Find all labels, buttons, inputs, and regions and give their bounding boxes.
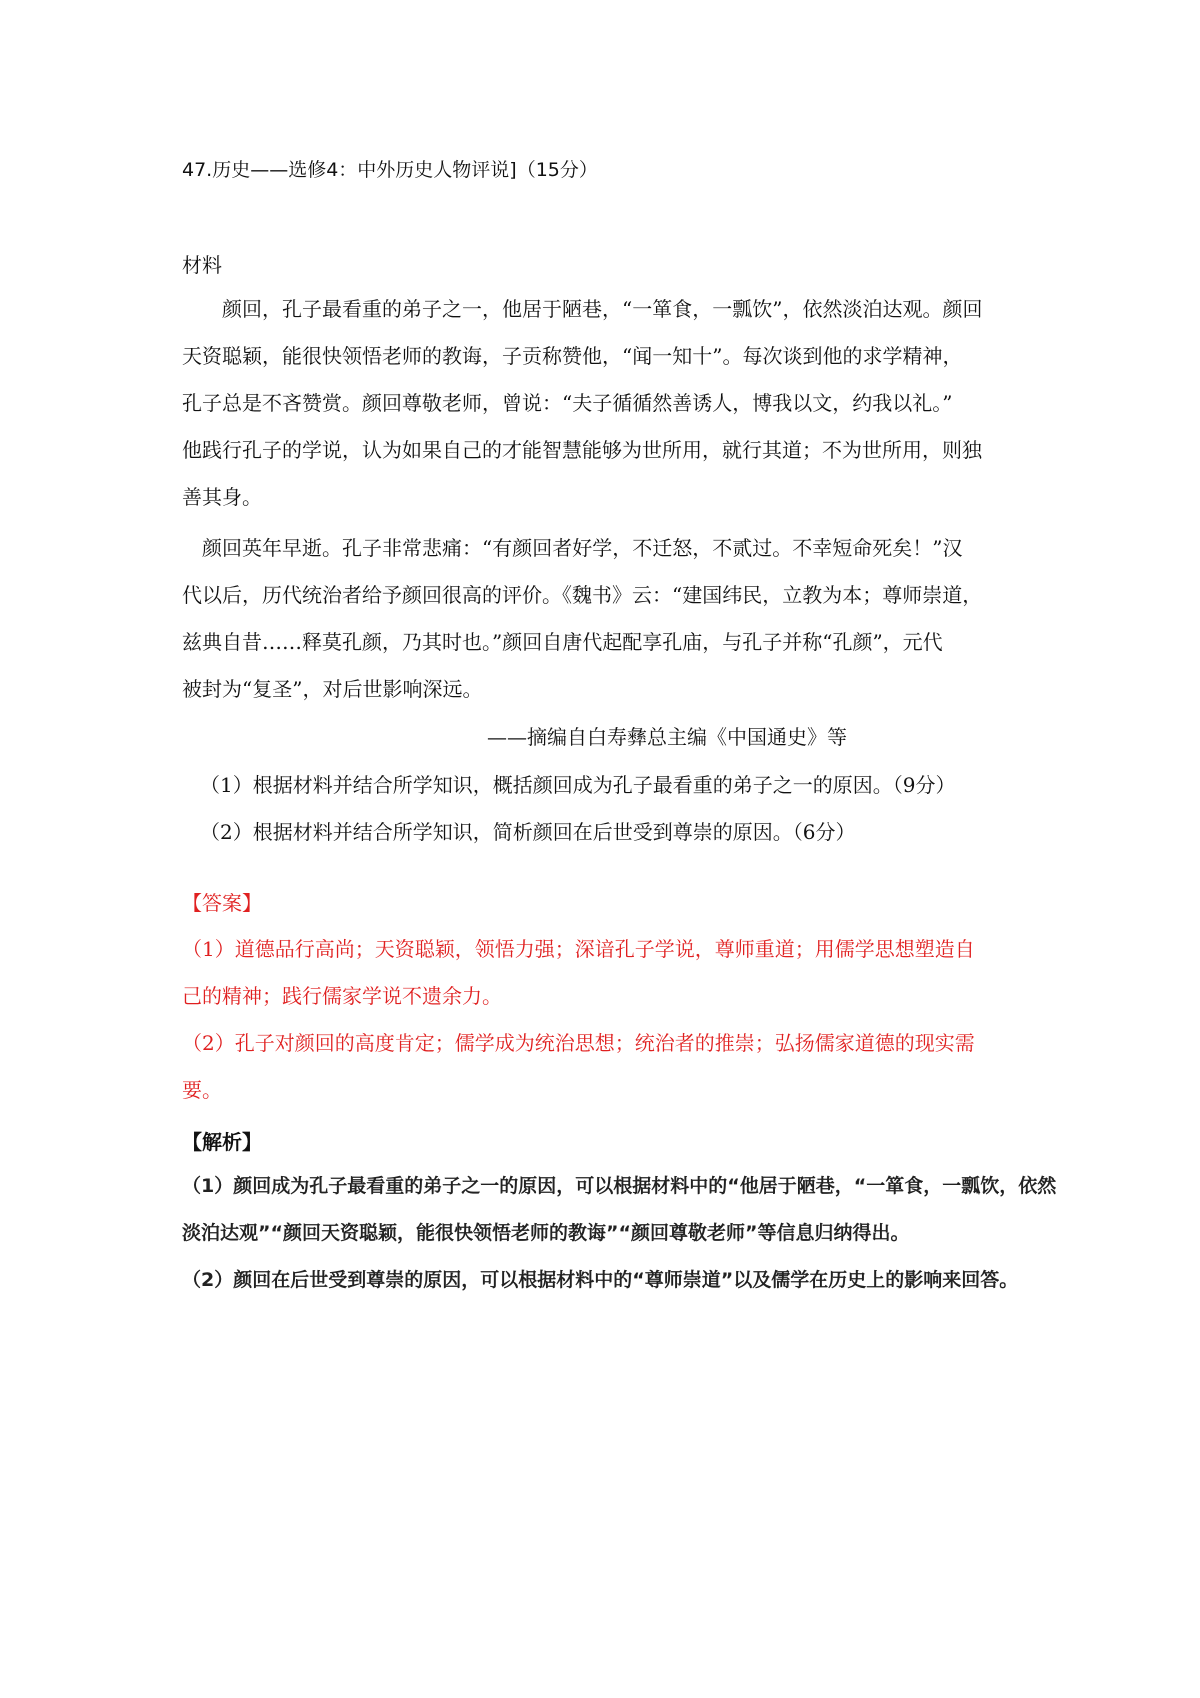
analysis-line: （1）颜回成为孔子最看重的弟子之一的原因，可以根据材料中的“他居于陋巷，“一箪食，一瓢饮，依然 [182, 1175, 1057, 1197]
analysis-body [182, 1163, 1056, 1304]
material-line: 天资聪颖，能很快领悟老师的教诲，子贡称赞他，“闻一知十”。每次谈到他的求学精神， [182, 344, 963, 368]
material-line: 善其身。 [182, 485, 262, 509]
material-paragraph-2 [182, 525, 982, 713]
analysis-line: （2）颜回在后世受到尊崇的原因，可以根据材料中的“尊师崇道”以及儒学在历史上的影响来回答。 [182, 1269, 1019, 1291]
material-line: 兹典自昔……释莫孔颜，乃其时也。”颜回自唐代起配享孔庙，与孔子并称“孔颜”，元代 [182, 630, 943, 654]
material-line: 他践行孔子的学说，认为如果自己的才能智慧能够为世所用，就行其道；不为世所用，则独 [182, 438, 982, 462]
material-line: 颜回，孔子最看重的弟子之一，他居于陋巷，“一箪食，一瓢饮”，依然淡泊达观。颜回 [182, 297, 983, 321]
material-line: 被封为“复圣”，对后世影响深远。 [182, 677, 483, 701]
answer-heading: 【答案】 [182, 891, 262, 915]
material-paragraph-1 [182, 286, 982, 521]
answer-line: （2）孔子对颜回的高度肯定；儒学成为统治思想；统治者的推崇；弘扬儒家道德的现实需 [182, 1031, 975, 1055]
answer-body [182, 926, 975, 1114]
sub-questions [200, 762, 955, 856]
sub-question-1: （1）根据材料并结合所学知识，概括颜回成为孔子最看重的弟子之一的原因。（9分） [200, 773, 956, 797]
sub-question-2: （2）根据材料并结合所学知识，简析颜回在后世受到尊崇的原因。（6分） [200, 820, 856, 844]
material-label: 材料 [182, 253, 222, 277]
material-line: 代以后，历代统治者给予颜回很高的评价。《魏书》云：“建国纬民，立教为本；尊师崇道， [182, 583, 983, 607]
material-source: ——摘编自白寿彝总主编《中国通史》等 [487, 725, 847, 749]
analysis-heading: 【解析】 [182, 1130, 262, 1154]
material-line: 颜回英年早逝。孔子非常悲痛：“有颜回者好学，不迁怒，不贰过。不幸短命死矣！”汉 [182, 536, 963, 560]
answer-line: 要。 [182, 1078, 222, 1102]
answer-line: 己的精神；践行儒家学说不遗余力。 [182, 984, 502, 1008]
question-title: 47.历史——选修4：中外历史人物评说]（15分） [182, 159, 598, 181]
material-line: 孔子总是不吝赞赏。颜回尊敬老师，曾说：“夫子循循然善诱人，博我以文，约我以礼。” [182, 391, 953, 415]
answer-line: （1）道德品行高尚；天资聪颖，领悟力强；深谙孔子学说，尊师重道；用儒学思想塑造自 [182, 937, 975, 961]
analysis-line: 淡泊达观”“颜回天资聪颖，能很快领悟老师的教诲”“颜回尊敬老师”等信息归纳得出。 [182, 1222, 910, 1244]
